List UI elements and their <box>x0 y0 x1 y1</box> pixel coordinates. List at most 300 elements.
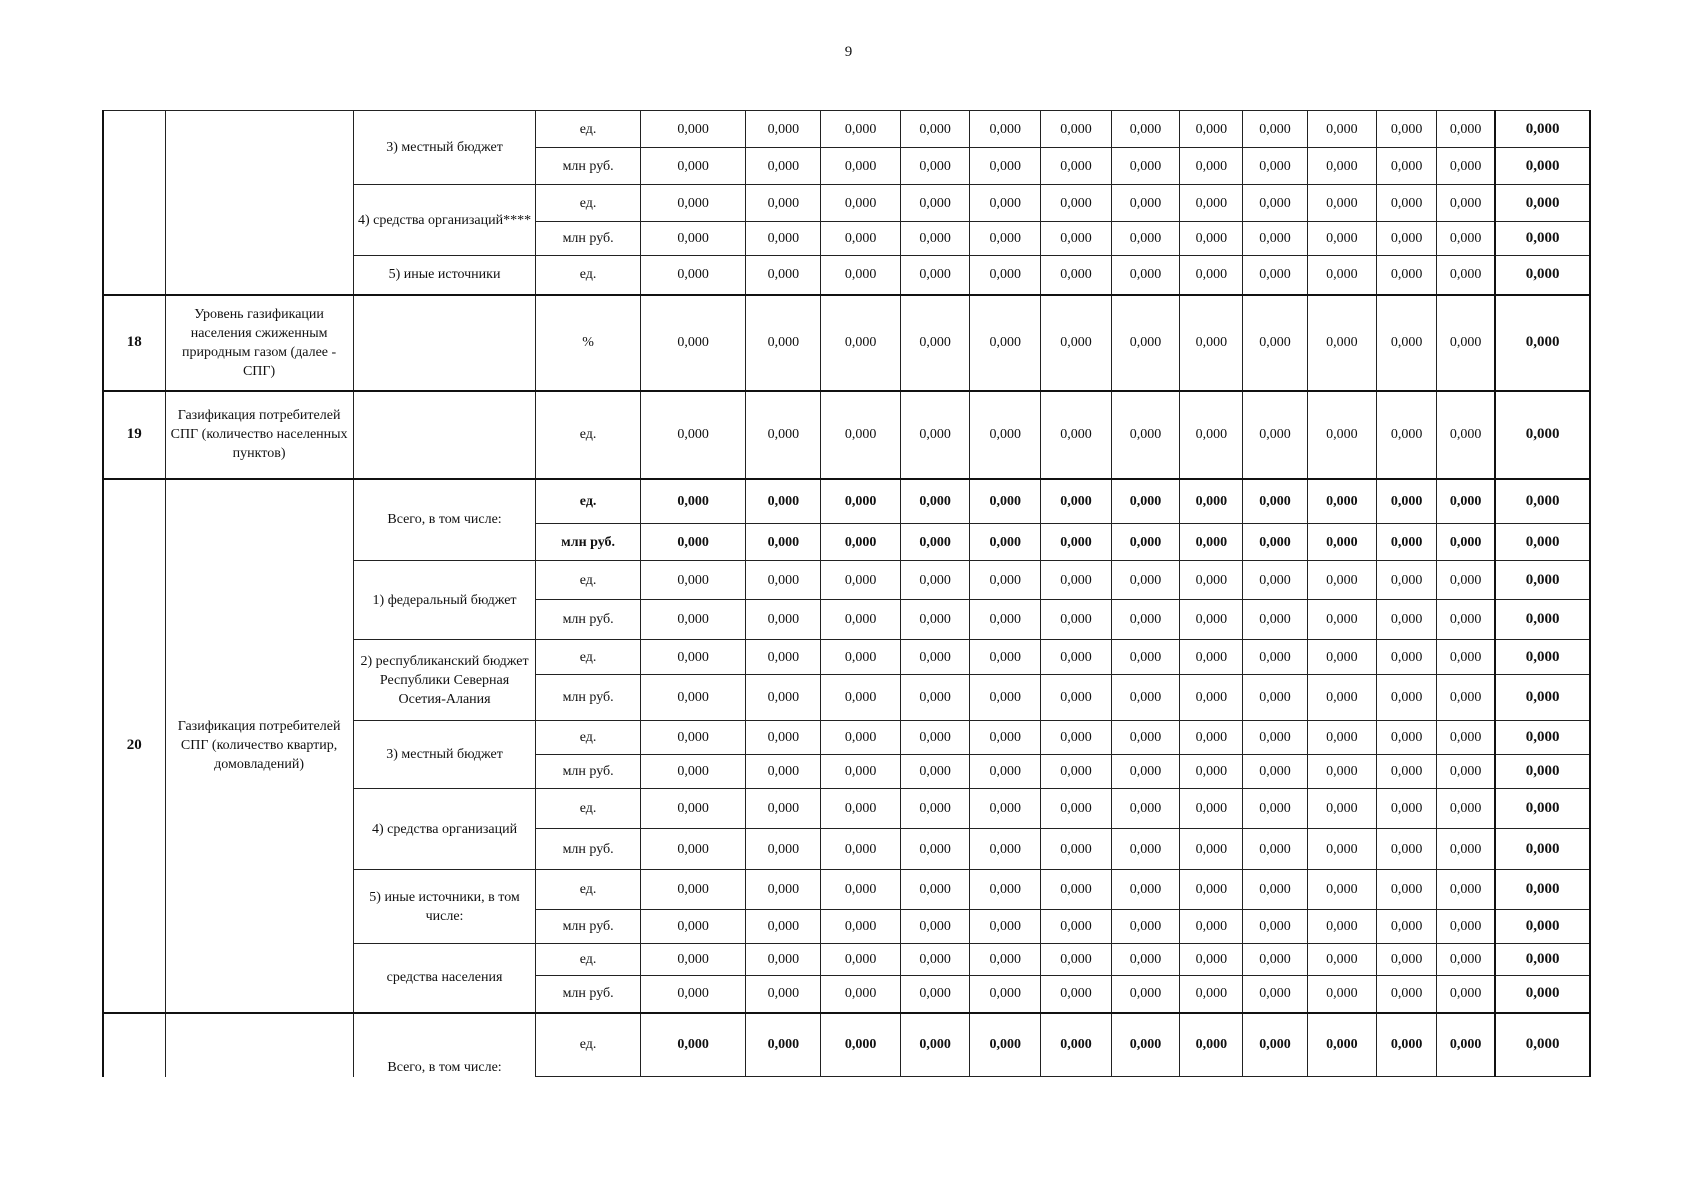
gasification-table-container <box>102 110 1591 1077</box>
value-cell: 0,000 <box>1041 640 1112 675</box>
value-cell: 0,000 <box>746 256 821 295</box>
value-cell: 0,000 <box>640 640 746 675</box>
value-cell: 0,000 <box>1111 1013 1180 1077</box>
unit-cell: млн руб. <box>536 222 640 256</box>
value-cell: 0,000 <box>1111 910 1180 944</box>
row-name: Газификация потребителей СПГ (количество населенных пунктов) <box>165 391 353 479</box>
value-cell: 0,000 <box>1243 391 1307 479</box>
value-cell: 0,000 <box>1377 944 1437 976</box>
value-cell: 0,000 <box>1436 561 1495 600</box>
value-cell: 0,000 <box>1377 148 1437 185</box>
value-cell: 0,000 <box>1436 524 1495 561</box>
value-cell: 0,000 <box>1436 256 1495 295</box>
unit-cell: млн руб. <box>536 910 640 944</box>
value-cell: 0,000 <box>1111 640 1180 675</box>
value-cell: 0,000 <box>640 829 746 870</box>
value-cell: 0,000 <box>1436 185 1495 222</box>
table-row <box>103 295 1590 391</box>
value-cell: 0,000 <box>746 600 821 640</box>
total-value-cell: 0,000 <box>1495 829 1590 870</box>
value-cell: 0,000 <box>1436 755 1495 789</box>
source-population-funds: средства населения <box>353 944 536 1013</box>
source-republic-budget: 2) республиканский бюджет Республики Северная Осетия-Алания <box>353 640 536 721</box>
value-cell: 0,000 <box>1436 222 1495 256</box>
value-cell: 0,000 <box>1180 1013 1243 1077</box>
value-cell: 0,000 <box>1436 789 1495 829</box>
value-cell: 0,000 <box>1377 600 1437 640</box>
total-value-cell: 0,000 <box>1495 295 1590 391</box>
value-cell: 0,000 <box>1307 391 1377 479</box>
unit-cell: ед. <box>536 1013 640 1077</box>
source-total: Всего, в том числе: <box>353 479 536 561</box>
value-cell: 0,000 <box>746 222 821 256</box>
value-cell: 0,000 <box>1243 524 1307 561</box>
value-cell: 0,000 <box>1180 944 1243 976</box>
value-cell: 0,000 <box>821 479 900 524</box>
value-cell: 0,000 <box>1041 910 1112 944</box>
unit-cell: млн руб. <box>536 976 640 1013</box>
row-name: Уровень газификации населения сжиженным природным газом (далее - СПГ) <box>165 295 353 391</box>
value-cell: 0,000 <box>821 295 900 391</box>
value-cell: 0,000 <box>1243 640 1307 675</box>
value-cell: 0,000 <box>970 870 1041 910</box>
value-cell: 0,000 <box>746 148 821 185</box>
value-cell: 0,000 <box>746 295 821 391</box>
value-cell: 0,000 <box>746 524 821 561</box>
row-name-cell <box>165 111 353 295</box>
value-cell: 0,000 <box>1307 222 1377 256</box>
value-cell: 0,000 <box>970 479 1041 524</box>
unit-cell: млн руб. <box>536 524 640 561</box>
source-federal-budget: 1) федеральный бюджет <box>353 561 536 640</box>
value-cell: 0,000 <box>746 479 821 524</box>
value-cell: 0,000 <box>1307 910 1377 944</box>
value-cell: 0,000 <box>1307 829 1377 870</box>
unit-cell: ед. <box>536 870 640 910</box>
value-cell: 0,000 <box>1041 789 1112 829</box>
value-cell: 0,000 <box>640 721 746 755</box>
value-cell: 0,000 <box>1180 561 1243 600</box>
source-organizations: 4) средства организаций**** <box>353 185 536 256</box>
value-cell: 0,000 <box>970 524 1041 561</box>
value-cell: 0,000 <box>1243 721 1307 755</box>
value-cell: 0,000 <box>900 148 970 185</box>
value-cell: 0,000 <box>1180 479 1243 524</box>
value-cell: 0,000 <box>1041 561 1112 600</box>
row-name-cell <box>165 1013 353 1077</box>
value-cell: 0,000 <box>1307 479 1377 524</box>
value-cell: 0,000 <box>1436 391 1495 479</box>
value-cell: 0,000 <box>970 222 1041 256</box>
total-value-cell: 0,000 <box>1495 1013 1590 1077</box>
total-value-cell: 0,000 <box>1495 870 1590 910</box>
value-cell: 0,000 <box>1041 721 1112 755</box>
value-cell: 0,000 <box>640 185 746 222</box>
unit-cell: ед. <box>536 256 640 295</box>
value-cell: 0,000 <box>1307 1013 1377 1077</box>
value-cell: 0,000 <box>1180 640 1243 675</box>
value-cell: 0,000 <box>970 976 1041 1013</box>
value-cell: 0,000 <box>1041 600 1112 640</box>
value-cell: 0,000 <box>1436 295 1495 391</box>
value-cell: 0,000 <box>900 479 970 524</box>
value-cell: 0,000 <box>746 640 821 675</box>
value-cell: 0,000 <box>640 222 746 256</box>
value-cell: 0,000 <box>1307 721 1377 755</box>
value-cell: 0,000 <box>900 976 970 1013</box>
value-cell: 0,000 <box>1180 524 1243 561</box>
value-cell: 0,000 <box>970 111 1041 148</box>
total-value-cell: 0,000 <box>1495 222 1590 256</box>
value-cell: 0,000 <box>1180 600 1243 640</box>
value-cell: 0,000 <box>1436 721 1495 755</box>
value-cell: 0,000 <box>821 829 900 870</box>
value-cell: 0,000 <box>746 910 821 944</box>
value-cell: 0,000 <box>970 561 1041 600</box>
value-cell: 0,000 <box>1041 148 1112 185</box>
value-cell: 0,000 <box>1041 295 1112 391</box>
value-cell: 0,000 <box>640 524 746 561</box>
value-cell: 0,000 <box>746 829 821 870</box>
value-cell: 0,000 <box>1111 789 1180 829</box>
value-cell: 0,000 <box>1243 111 1307 148</box>
total-value-cell: 0,000 <box>1495 391 1590 479</box>
table-row <box>103 479 1590 524</box>
value-cell: 0,000 <box>900 721 970 755</box>
value-cell: 0,000 <box>1243 789 1307 829</box>
unit-cell: ед. <box>536 721 640 755</box>
value-cell: 0,000 <box>1111 524 1180 561</box>
value-cell: 0,000 <box>746 391 821 479</box>
value-cell: 0,000 <box>970 600 1041 640</box>
value-cell: 0,000 <box>821 721 900 755</box>
value-cell: 0,000 <box>821 675 900 721</box>
value-cell: 0,000 <box>640 256 746 295</box>
value-cell: 0,000 <box>1041 391 1112 479</box>
value-cell: 0,000 <box>970 256 1041 295</box>
value-cell: 0,000 <box>900 910 970 944</box>
row-number-cell <box>103 1013 165 1077</box>
unit-cell: млн руб. <box>536 148 640 185</box>
value-cell: 0,000 <box>1436 600 1495 640</box>
value-cell: 0,000 <box>900 944 970 976</box>
value-cell: 0,000 <box>821 976 900 1013</box>
value-cell: 0,000 <box>1307 561 1377 600</box>
value-cell: 0,000 <box>1243 561 1307 600</box>
value-cell: 0,000 <box>900 870 970 910</box>
unit-cell: млн руб. <box>536 755 640 789</box>
value-cell: 0,000 <box>1111 600 1180 640</box>
total-value-cell: 0,000 <box>1495 721 1590 755</box>
value-cell: 0,000 <box>1111 222 1180 256</box>
value-cell: 0,000 <box>1180 910 1243 944</box>
value-cell: 0,000 <box>900 829 970 870</box>
value-cell: 0,000 <box>1307 870 1377 910</box>
value-cell: 0,000 <box>970 755 1041 789</box>
value-cell: 0,000 <box>1377 976 1437 1013</box>
value-cell: 0,000 <box>1377 829 1437 870</box>
value-cell: 0,000 <box>1041 185 1112 222</box>
unit-cell: ед. <box>536 391 640 479</box>
value-cell: 0,000 <box>1180 256 1243 295</box>
value-cell: 0,000 <box>1111 870 1180 910</box>
value-cell: 0,000 <box>970 910 1041 944</box>
value-cell: 0,000 <box>1307 640 1377 675</box>
source-organizations: 4) средства организаций <box>353 789 536 870</box>
value-cell: 0,000 <box>970 789 1041 829</box>
total-value-cell: 0,000 <box>1495 185 1590 222</box>
value-cell: 0,000 <box>1041 256 1112 295</box>
value-cell: 0,000 <box>1377 391 1437 479</box>
total-value-cell: 0,000 <box>1495 256 1590 295</box>
value-cell: 0,000 <box>640 148 746 185</box>
value-cell: 0,000 <box>1180 148 1243 185</box>
value-cell: 0,000 <box>746 1013 821 1077</box>
value-cell: 0,000 <box>1307 976 1377 1013</box>
value-cell: 0,000 <box>640 789 746 829</box>
value-cell: 0,000 <box>746 870 821 910</box>
value-cell: 0,000 <box>900 755 970 789</box>
value-cell: 0,000 <box>1180 829 1243 870</box>
value-cell: 0,000 <box>900 789 970 829</box>
value-cell: 0,000 <box>640 295 746 391</box>
value-cell: 0,000 <box>1436 829 1495 870</box>
value-cell: 0,000 <box>1377 789 1437 829</box>
value-cell: 0,000 <box>1243 1013 1307 1077</box>
value-cell: 0,000 <box>1180 391 1243 479</box>
total-value-cell: 0,000 <box>1495 755 1590 789</box>
value-cell: 0,000 <box>1180 789 1243 829</box>
value-cell: 0,000 <box>1243 910 1307 944</box>
value-cell: 0,000 <box>1041 111 1112 148</box>
unit-cell: млн руб. <box>536 675 640 721</box>
value-cell: 0,000 <box>1180 222 1243 256</box>
value-cell: 0,000 <box>970 721 1041 755</box>
value-cell: 0,000 <box>1111 256 1180 295</box>
source-local-budget: 3) местный бюджет <box>353 721 536 789</box>
value-cell: 0,000 <box>821 789 900 829</box>
value-cell: 0,000 <box>1111 148 1180 185</box>
value-cell: 0,000 <box>970 829 1041 870</box>
value-cell: 0,000 <box>1307 256 1377 295</box>
value-cell: 0,000 <box>1377 640 1437 675</box>
value-cell: 0,000 <box>640 944 746 976</box>
value-cell: 0,000 <box>1180 755 1243 789</box>
value-cell: 0,000 <box>640 561 746 600</box>
value-cell: 0,000 <box>821 600 900 640</box>
value-cell: 0,000 <box>821 870 900 910</box>
value-cell: 0,000 <box>1111 976 1180 1013</box>
total-value-cell: 0,000 <box>1495 910 1590 944</box>
value-cell: 0,000 <box>1041 870 1112 910</box>
value-cell: 0,000 <box>1307 944 1377 976</box>
value-cell: 0,000 <box>1436 944 1495 976</box>
value-cell: 0,000 <box>746 976 821 1013</box>
source-local-budget: 3) местный бюджет <box>353 111 536 185</box>
value-cell: 0,000 <box>1307 789 1377 829</box>
value-cell: 0,000 <box>1243 755 1307 789</box>
value-cell: 0,000 <box>821 148 900 185</box>
value-cell: 0,000 <box>821 256 900 295</box>
value-cell: 0,000 <box>1436 640 1495 675</box>
value-cell: 0,000 <box>1243 600 1307 640</box>
value-cell: 0,000 <box>1180 111 1243 148</box>
total-value-cell: 0,000 <box>1495 976 1590 1013</box>
value-cell: 0,000 <box>1243 675 1307 721</box>
value-cell: 0,000 <box>900 561 970 600</box>
value-cell: 0,000 <box>1436 870 1495 910</box>
source-other-including: 5) иные источники, в том числе: <box>353 870 536 944</box>
total-value-cell: 0,000 <box>1495 111 1590 148</box>
total-value-cell: 0,000 <box>1495 524 1590 561</box>
total-value-cell: 0,000 <box>1495 944 1590 976</box>
value-cell: 0,000 <box>640 976 746 1013</box>
value-cell: 0,000 <box>640 600 746 640</box>
value-cell: 0,000 <box>1377 185 1437 222</box>
value-cell: 0,000 <box>1377 910 1437 944</box>
value-cell: 0,000 <box>1243 976 1307 1013</box>
value-cell: 0,000 <box>1041 829 1112 870</box>
table-body <box>103 111 1590 1077</box>
value-cell: 0,000 <box>1377 870 1437 910</box>
value-cell: 0,000 <box>970 148 1041 185</box>
unit-cell: % <box>536 295 640 391</box>
row-number: 20 <box>103 479 165 1013</box>
page-number: 9 <box>844 44 853 60</box>
value-cell: 0,000 <box>1111 111 1180 148</box>
value-cell: 0,000 <box>640 755 746 789</box>
value-cell: 0,000 <box>1377 295 1437 391</box>
value-cell: 0,000 <box>1307 111 1377 148</box>
table-row <box>103 111 1590 148</box>
value-cell: 0,000 <box>1243 295 1307 391</box>
value-cell: 0,000 <box>821 1013 900 1077</box>
value-cell: 0,000 <box>1436 479 1495 524</box>
value-cell: 0,000 <box>821 111 900 148</box>
value-cell: 0,000 <box>900 222 970 256</box>
value-cell: 0,000 <box>746 675 821 721</box>
value-cell: 0,000 <box>1377 561 1437 600</box>
value-cell: 0,000 <box>1180 721 1243 755</box>
value-cell: 0,000 <box>1111 721 1180 755</box>
total-value-cell: 0,000 <box>1495 561 1590 600</box>
value-cell: 0,000 <box>970 1013 1041 1077</box>
value-cell: 0,000 <box>640 910 746 944</box>
value-cell: 0,000 <box>970 640 1041 675</box>
value-cell: 0,000 <box>1243 185 1307 222</box>
table-row <box>103 1013 1590 1077</box>
total-value-cell: 0,000 <box>1495 789 1590 829</box>
value-cell: 0,000 <box>1111 295 1180 391</box>
value-cell: 0,000 <box>1377 222 1437 256</box>
value-cell: 0,000 <box>640 111 746 148</box>
value-cell: 0,000 <box>1041 222 1112 256</box>
value-cell: 0,000 <box>900 295 970 391</box>
value-cell: 0,000 <box>1111 479 1180 524</box>
total-value-cell: 0,000 <box>1495 640 1590 675</box>
value-cell: 0,000 <box>821 561 900 600</box>
value-cell: 0,000 <box>900 640 970 675</box>
value-cell: 0,000 <box>1436 976 1495 1013</box>
value-cell: 0,000 <box>640 675 746 721</box>
unit-cell: ед. <box>536 479 640 524</box>
unit-cell: ед. <box>536 185 640 222</box>
total-value-cell: 0,000 <box>1495 675 1590 721</box>
row-number: 18 <box>103 295 165 391</box>
value-cell: 0,000 <box>1307 755 1377 789</box>
value-cell: 0,000 <box>821 222 900 256</box>
value-cell: 0,000 <box>1243 944 1307 976</box>
unit-cell: ед. <box>536 789 640 829</box>
value-cell: 0,000 <box>1041 755 1112 789</box>
value-cell: 0,000 <box>640 1013 746 1077</box>
row-number-cell <box>103 111 165 295</box>
value-cell: 0,000 <box>1307 185 1377 222</box>
value-cell: 0,000 <box>746 185 821 222</box>
value-cell: 0,000 <box>821 640 900 675</box>
value-cell: 0,000 <box>821 391 900 479</box>
value-cell: 0,000 <box>1041 944 1112 976</box>
table-row <box>103 391 1590 479</box>
value-cell: 0,000 <box>900 1013 970 1077</box>
value-cell: 0,000 <box>821 944 900 976</box>
value-cell: 0,000 <box>900 524 970 561</box>
value-cell: 0,000 <box>1436 675 1495 721</box>
unit-cell: ед. <box>536 944 640 976</box>
value-cell: 0,000 <box>900 600 970 640</box>
value-cell: 0,000 <box>821 755 900 789</box>
source-cell-empty <box>353 295 536 391</box>
value-cell: 0,000 <box>1436 910 1495 944</box>
value-cell: 0,000 <box>746 789 821 829</box>
row-name: Газификация потребителей СПГ (количество квартир, домовладений) <box>165 479 353 1013</box>
value-cell: 0,000 <box>970 185 1041 222</box>
unit-cell: ед. <box>536 111 640 148</box>
value-cell: 0,000 <box>1377 675 1437 721</box>
value-cell: 0,000 <box>1377 721 1437 755</box>
value-cell: 0,000 <box>970 675 1041 721</box>
value-cell: 0,000 <box>1111 944 1180 976</box>
value-cell: 0,000 <box>1243 829 1307 870</box>
value-cell: 0,000 <box>900 111 970 148</box>
value-cell: 0,000 <box>1180 870 1243 910</box>
value-cell: 0,000 <box>1307 675 1377 721</box>
value-cell: 0,000 <box>900 675 970 721</box>
unit-cell: млн руб. <box>536 600 640 640</box>
row-number: 19 <box>103 391 165 479</box>
value-cell: 0,000 <box>1377 1013 1437 1077</box>
value-cell: 0,000 <box>1436 111 1495 148</box>
value-cell: 0,000 <box>746 561 821 600</box>
value-cell: 0,000 <box>1111 755 1180 789</box>
value-cell: 0,000 <box>1377 755 1437 789</box>
value-cell: 0,000 <box>1180 675 1243 721</box>
value-cell: 0,000 <box>1243 479 1307 524</box>
value-cell: 0,000 <box>900 391 970 479</box>
value-cell: 0,000 <box>1377 111 1437 148</box>
value-cell: 0,000 <box>1436 1013 1495 1077</box>
value-cell: 0,000 <box>970 944 1041 976</box>
value-cell: 0,000 <box>1243 148 1307 185</box>
value-cell: 0,000 <box>1111 561 1180 600</box>
value-cell: 0,000 <box>1041 976 1112 1013</box>
value-cell: 0,000 <box>900 185 970 222</box>
source-cell-empty <box>353 391 536 479</box>
value-cell: 0,000 <box>1243 222 1307 256</box>
value-cell: 0,000 <box>640 391 746 479</box>
value-cell: 0,000 <box>970 391 1041 479</box>
value-cell: 0,000 <box>1041 1013 1112 1077</box>
